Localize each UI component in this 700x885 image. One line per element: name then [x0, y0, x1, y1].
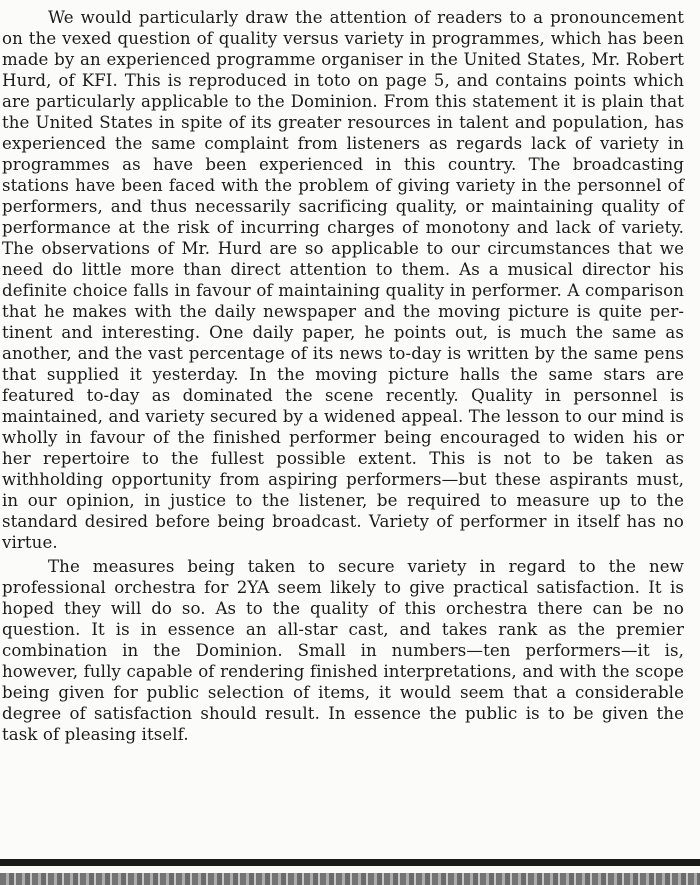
- editorial-paragraph-1: We would particularly draw the attention of readers to a pronouncement on the vexed question of quality versus variety in programmes, which has been made by an experienced programme organiser in the United States, Mr. Robert Hurd, of KFI. This is reproduced in toto on page 5, and contains points which are particularly applicable to the Dominion. From this statement it is plain that the United States in spite of its greater resources in talent and population, has experienced the same complaint from listeners as regards lack of variety in programmes as have been experienced in this country. The broadcasting stations have been faced with the problem of giving variety in the personnel of performers, and thus necessarily sacrificing quality, or maintaining quality of performance at the risk of incurring charges of monotony and lack of variety. The observations of Mr. Hurd are so applicable to our circumstances that we need do little more than direct attention to them. As a musical director his definite choice falls in favour of maintaining quality in performer. A comparison that he makes with the daily newspaper and the moving picture is quite pertinent and interesting. One daily paper, he points out, is much the same as another, and the vast percentage of its news to-day is written by the same pens that supplied it yesterday. In the moving picture halls the same stars are featured to-day as dominated the scene recently. Quality in personnel is maintained, and variety secured by a widened appeal. The lesson to our mind is wholly in favour of the finished performer being encouraged to widen his or her repertoire to the fullest possible extent. This is not to be taken as withholding opportunity from aspiring performers—but these aspirants must, in our opinion, in justice to the listener, be required to measure up to the standard desired before being broadcast. Variety of performer in itself has no virtue.: [2, 8, 684, 552]
- section-divider-rule: [0, 859, 700, 866]
- editorial-column: [2, 7, 684, 745]
- cropped-next-section-strip: [0, 873, 700, 885]
- editorial-paragraph-2: The measures being taken to secure variety in regard to the new professional orchestra for 2YA seem likely to give practical satisfaction. It is hoped they will do so. As to the quality of this orchestra there can be no question. It is in essence an all-star cast, and takes rank as the premier combination in the Dominion. Small in numbers—ten performers—it is, however, fully capable of rendering finished interpretations, and with the scope being given for public selection of items, it would seem that a considerable degree of satisfaction should result. In essence the public is to be given the task of pleasing itself.: [2, 557, 684, 744]
